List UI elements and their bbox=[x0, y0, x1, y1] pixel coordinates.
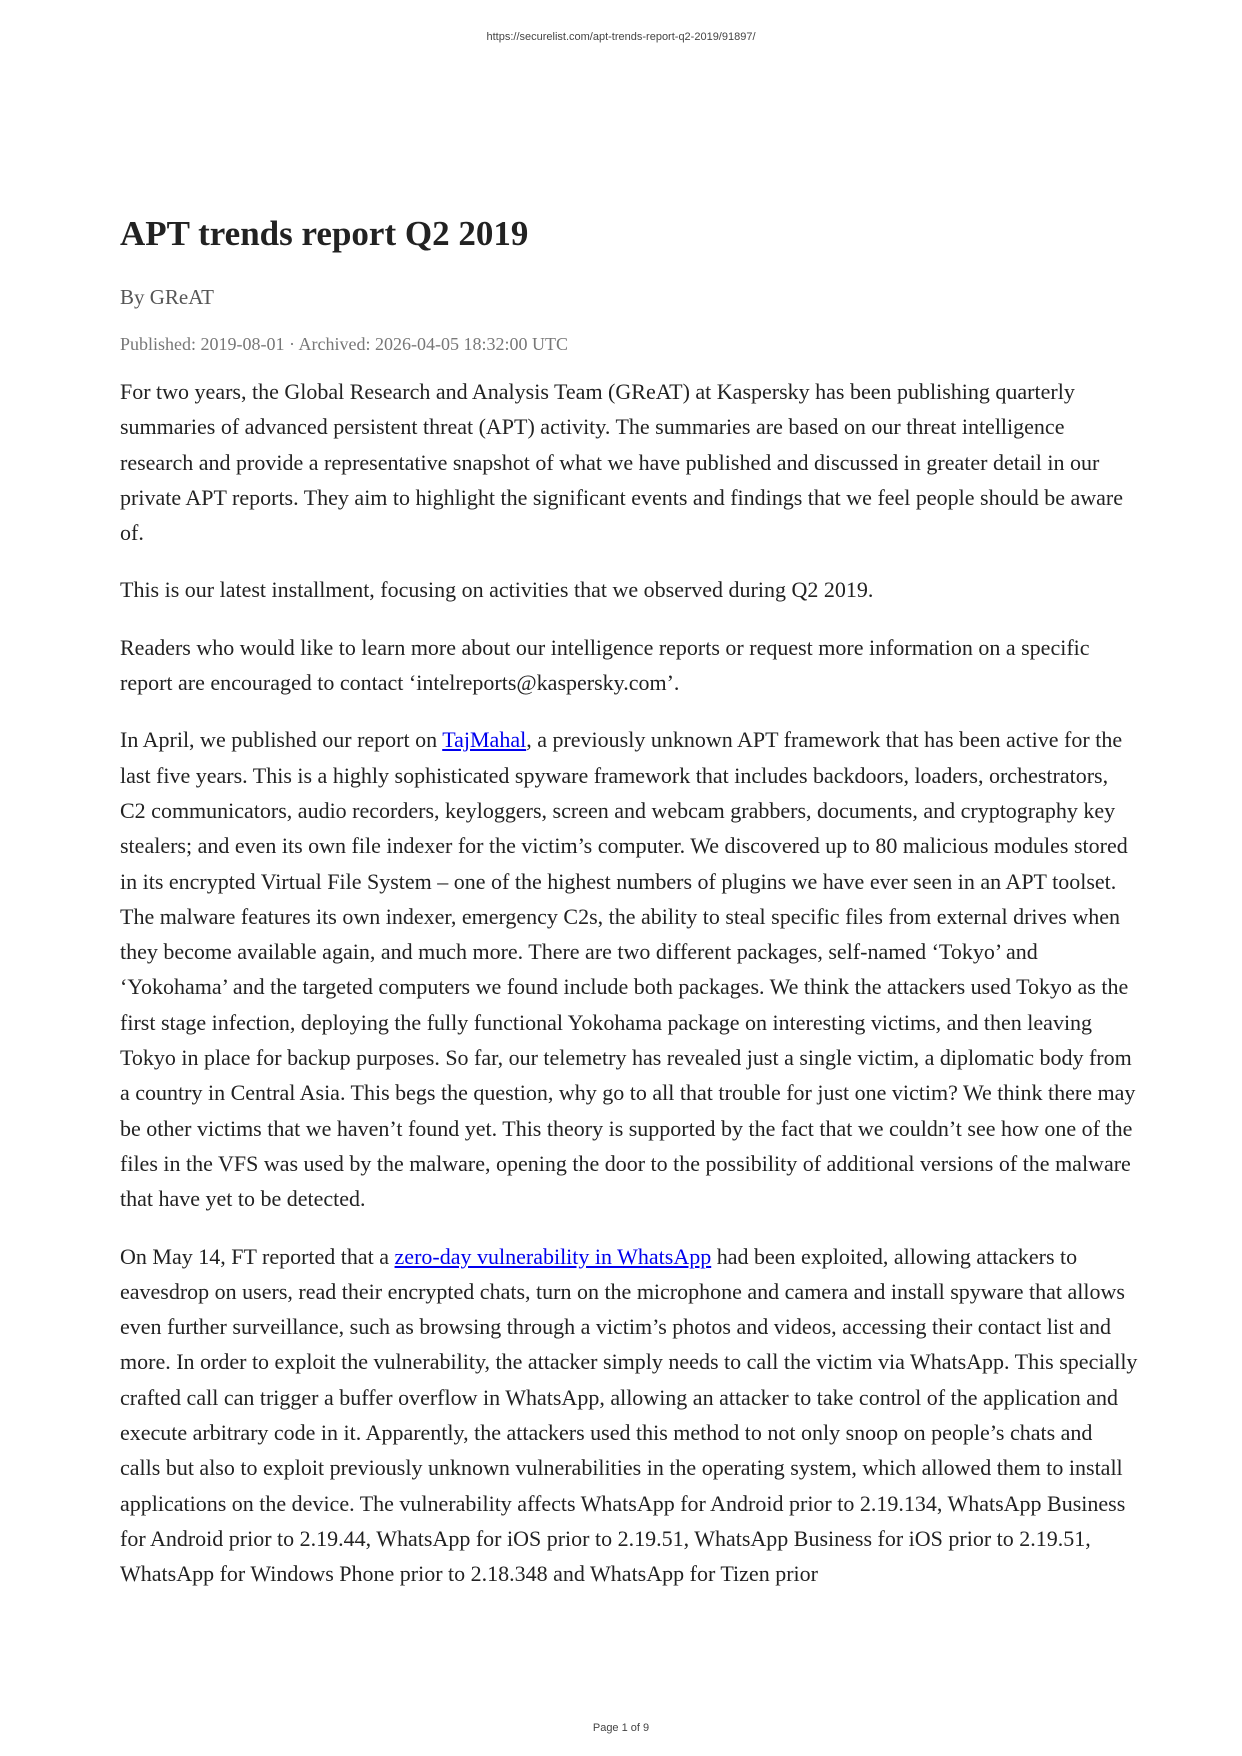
article bbox=[120, 212, 1138, 1614]
text: had been exploited, allowing attackers to eavesdrop on users, read their encrypted chats, turn on the microphone and camera and install spyware that allows even further surveillance, such as browsing through a victim’s photos and videos, accessing their contact list and more. In order to exploit the vulnerability, the attacker simply needs to call the victim via WhatsApp. This specially crafted call can trigger a buffer overflow in WhatsApp, allowing an attacker to take control of the application and execute arbitrary code in it. Apparently, the attackers used this method to not only snoop on people’s chats and calls but also to exploit previously unknown vulnerabilities in the operating system, which allowed them to install applications on the device. The vulnerability affects WhatsApp for Android prior to 2.19.134, WhatsApp Business for Android prior to 2.19.44, WhatsApp for iOS prior to 2.19.51, WhatsApp Business for iOS prior to 2.19.51, WhatsApp for Windows Phone prior to 2.18.348 and WhatsApp for Tizen prior bbox=[120, 1243, 1138, 1587]
publish-meta: Published: 2019-08-01 · Archived: 2026-04-05 18:32:00 UTC bbox=[120, 334, 568, 354]
paragraph bbox=[120, 722, 1138, 1216]
author-byline: By GReAT bbox=[120, 285, 214, 309]
paragraph: This is our latest installment, focusing on activities that we observed during Q2 2019. bbox=[120, 577, 874, 603]
page-number: Page 1 of 9 bbox=[592, 1722, 650, 1734]
article-body bbox=[120, 374, 1138, 1592]
text: , a previously unknown APT framework that has been active for the last five years. This is a highly sophisticated spyware framework that includes backdoors, loaders, orchestrators, C2 communicators, audio recorders, keyloggers, screen and webcam grabbers, documents, and cryptography key stealers; and even its own file indexer for the victim’s computer. We discovered up to 80 malicious modules stored in its encrypted Virtual File System – one of the highest numbers of plugins we have ever seen in an APT toolset. The malware features its own indexer, emergency C2s, the ability to steal specific files from external drives when they become available again, and much more. There are two different packages, self-named ‘Tokyo’ and ‘Yokohama’ and the targeted computers we found include both packages. We think the attackers used Tokyo as the first stage infection, deploying the fully functional Yokohama package on interesting victims, and then leaving Tokyo in place for backup purposes. So far, our telemetry has revealed just a single victim, a diplomatic body from a country in Central Asia. This begs the question, why go to all that trouble for just one victim? We think there may be other victims that we haven’t found yet. This theory is supported by the fact that we couldn’t see how one of the files in the VFS was used by the malware, opening the door to the possibility of additional versions of the malware that have yet to be detected. bbox=[120, 727, 1136, 1212]
paragraph bbox=[120, 1239, 1138, 1592]
paragraph: Readers who would like to learn more about our intelligence reports or request more information on a specific report are encouraged to contact ‘intelreports@kaspersky.com’. bbox=[120, 634, 1090, 696]
paragraph: For two years, the Global Research and Analysis Team (GReAT) at Kaspersky has been publishing quarterly summaries of advanced persistent threat (APT) activity. The summaries are based on our threat intelligence research and provide a representative snapshot of what we have published and discussed in greater detail in our private APT reports. They aim to highlight the significant events and findings that we feel people should be aware of. bbox=[120, 379, 1123, 546]
text: On May 14, FT reported that a bbox=[120, 1243, 395, 1269]
text: In April, we published our report on bbox=[120, 727, 443, 753]
tajmahal-link[interactable]: TajMahal bbox=[442, 727, 527, 753]
whatsapp-vulnerability-link[interactable]: zero-day vulnerability in WhatsApp bbox=[394, 1243, 712, 1269]
page-title: APT trends report Q2 2019 bbox=[120, 214, 529, 253]
page-url-header: https://securelist.com/apt-trends-report-q2-2019/91897/ bbox=[486, 31, 756, 43]
